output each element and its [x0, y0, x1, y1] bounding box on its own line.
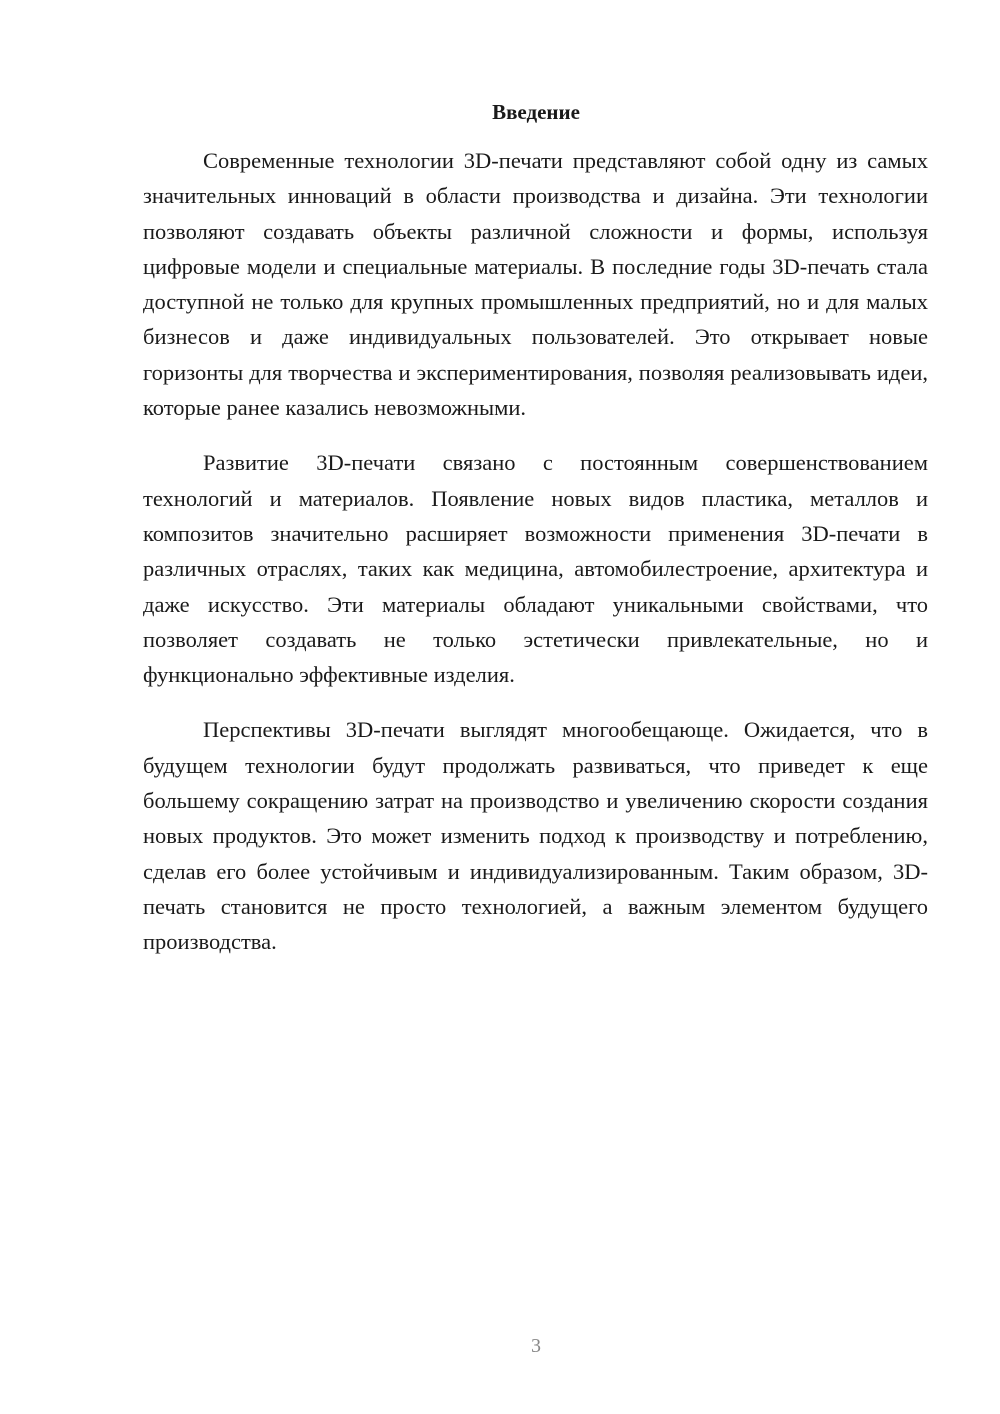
page-title: Введение	[492, 100, 580, 124]
paragraph-1: Современные технологии 3D-печати представляют собой одну из самых значительных инноваций в области производства и дизайна. Эти технологии позволяют создавать объекты различной сложности и формы, используя цифровые модели и специальные материалы. В последние годы 3D-печать стала доступной не только для крупных промышленных предприятий, но и для малых бизнесов и даже индивидуальных пользователей. Это открывает новые горизонты для творчества и экспериментирования, позволяя реализовывать идеи, которые ранее казались невозможными.	[143, 148, 928, 421]
page-number: 3	[531, 1335, 541, 1357]
paragraph-2: Развитие 3D-печати связано с постоянным совершенствованием технологий и материалов. Появление новых видов пластика, металлов и композитов значительно расширяет возможности применения 3D-печати в различных отраслях, таких как медицина, автомобилестроение, архитектура и даже искусство. Эти материалы обладают уникальными свойствами, что позволяет создавать не только эстетически привлекательные, но и функционально эффективные изделия.	[143, 450, 928, 688]
body-text	[143, 143, 928, 980]
paragraph-3: Перспективы 3D-печати выглядят многообещающе. Ожидается, что в будущем технологии будут продолжать развиваться, что приведет к еще большему сокращению затрат на производство и увеличению скорости создания новых продуктов. Это может изменить подход к производству и потреблению, сделав его более устойчивым и индивидуализированным. Таким образом, 3D-печать становится не просто технологией, а важным элементом будущего производства.	[143, 717, 928, 955]
